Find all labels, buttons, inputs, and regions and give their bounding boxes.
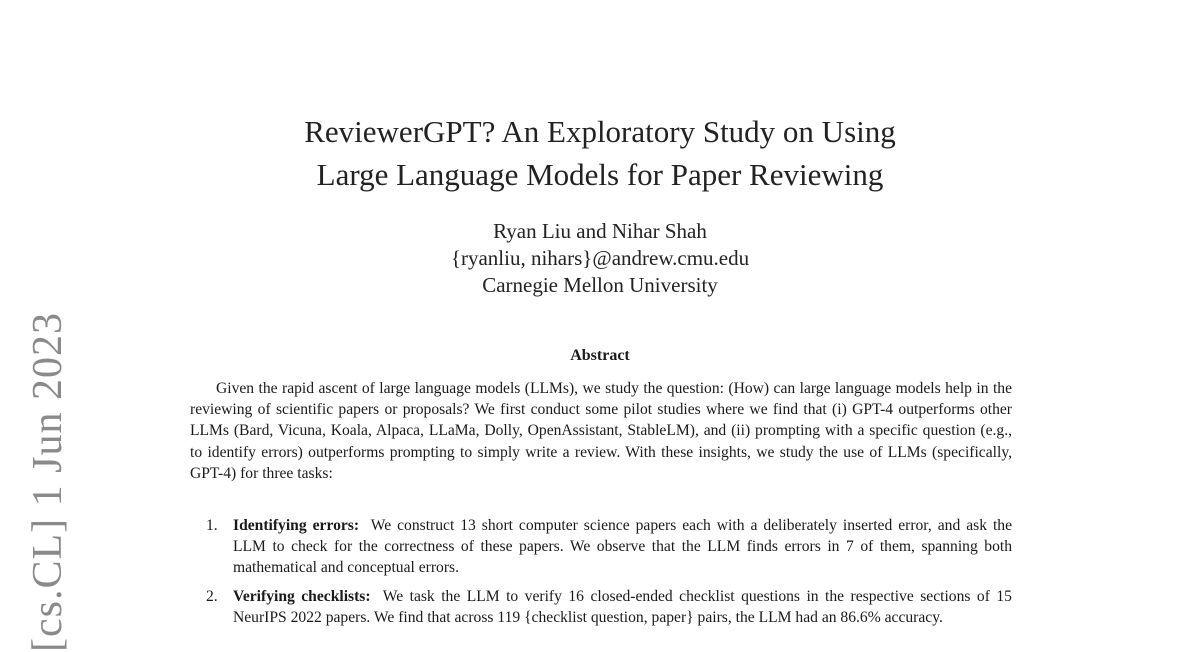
- task-label: Identifying errors:: [233, 517, 360, 534]
- task-item-verifying-checklists: [206, 586, 1012, 628]
- title-line-2: Large Language Models for Paper Reviewing: [316, 157, 884, 192]
- task-label: Verifying checklists:: [233, 587, 371, 605]
- task-text: We task the LLM to verify 16 closed-ended checklist questions in the respective sections of 15 NeurIPS 2022 papers. We find that across 119 {checklist question, paper} pairs, the LLM had an 86.6% accuracy.: [233, 587, 1012, 626]
- task-item-identifying-errors: [206, 515, 1012, 579]
- author-names: Ryan Liu and Nihar Shah: [493, 219, 707, 243]
- task-list: [206, 515, 1012, 635]
- abstract-heading: Abstract: [570, 347, 630, 364]
- task-number: 1.: [206, 517, 218, 534]
- arxiv-identifier: [cs.CL] 1 Jun 2023: [25, 312, 72, 652]
- author-block: [300, 218, 900, 299]
- author-emails: {ryanliu, nihars}@andrew.cmu.edu: [450, 246, 750, 270]
- title-line-1: ReviewerGPT? An Exploratory Study on Using: [304, 114, 896, 149]
- abstract-paragraph: Given the rapid ascent of large language models (LLMs), we study the question: (How) can large language models help in the reviewing of scientific papers or proposals? We first conduct some pilot studies where we find that (i) GPT-4 outperforms other LLMs (Bard, Vicuna, Koala, Alpaca, LLaMa, Dolly, OpenAssistant, StableLM), and (ii) prompting with a specific question (e.g., to identify errors) outperforms prompting to simply write a review. With these insights, we study the use of LLMs (specifically, GPT-4) for three tasks:: [190, 380, 1012, 482]
- paper-title: [200, 110, 1000, 196]
- task-text: We construct 13 short computer science papers each with a deliberately inserted error, and ask the LLM to check for the correctness of these papers. We observe that the LLM finds errors in 7 of them, spanning both mathematical and conceptual errors.: [233, 517, 1012, 577]
- author-affiliation: Carnegie Mellon University: [482, 273, 718, 297]
- task-number: 2.: [206, 587, 218, 605]
